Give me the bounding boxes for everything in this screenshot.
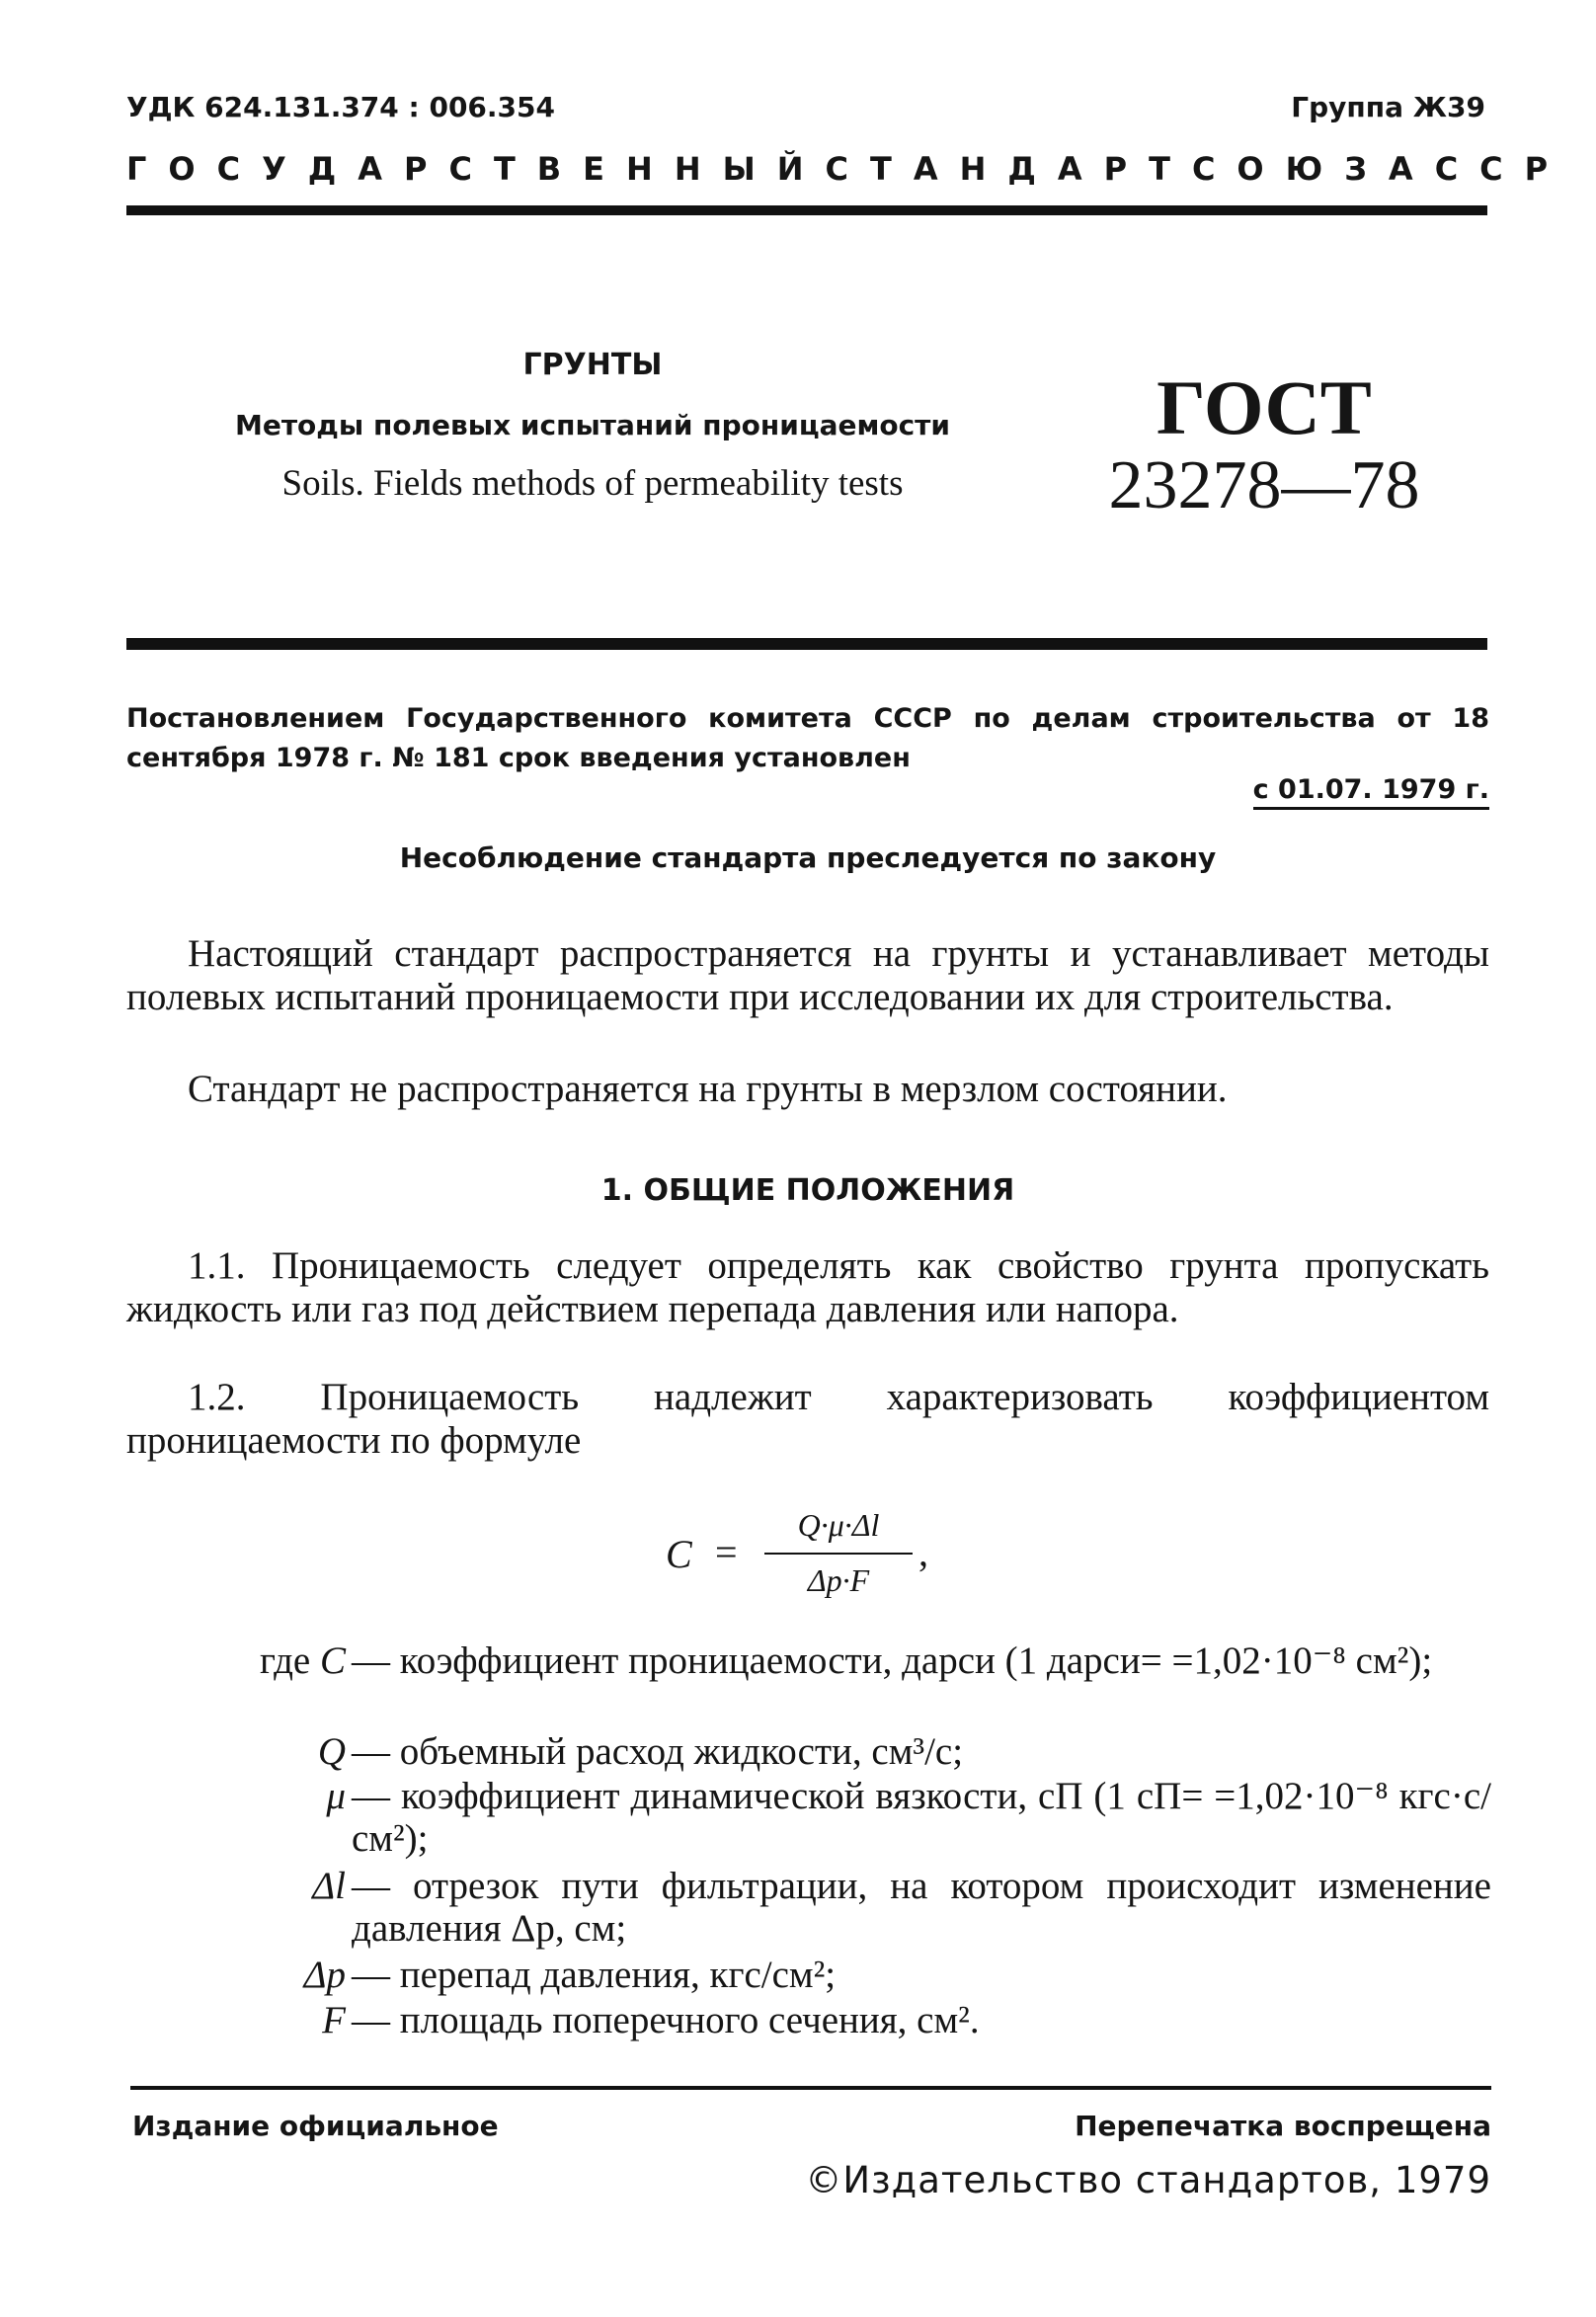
definition-text: — перепад давления, кгс/см²; xyxy=(352,1954,837,1996)
gost-label: ГОСТ xyxy=(1157,364,1372,450)
title-rule xyxy=(126,638,1487,650)
definition-symbol: где C xyxy=(260,1639,346,1682)
formula-numerator: Q·μ·Δl xyxy=(797,1507,880,1543)
header-rule xyxy=(126,205,1487,215)
formula-denominator: Δp·F xyxy=(807,1562,870,1598)
gost-number: 23278—78 xyxy=(1108,447,1420,523)
definition-text: — площадь поперечного сечения, см². xyxy=(352,1999,980,2041)
definition-symbol: μ xyxy=(326,1775,346,1817)
legal-warning: Несоблюдение стандарта преследуется по закону xyxy=(399,841,1217,874)
definition-text: — объемный расход жидкости, см³/с; xyxy=(352,1730,964,1773)
definition-item xyxy=(158,1775,1491,1864)
definition-symbol: Δp xyxy=(303,1954,346,1996)
definition-symbol: F xyxy=(322,1999,346,2041)
reprint-notice: Перепечатка воспрещена xyxy=(1075,2110,1491,2142)
banner-word: СОЮЗА xyxy=(1191,150,1435,188)
document-title: ГРУНТЫ xyxy=(522,348,663,382)
definition-item xyxy=(158,1639,1491,1728)
formula-lhs: C xyxy=(666,1532,692,1576)
footer-rule xyxy=(130,2086,1491,2090)
permeability-formula xyxy=(652,1501,988,1610)
formula-comma: , xyxy=(918,1530,928,1574)
section-heading: 1. ОБЩИЕ ПОЛОЖЕНИЯ xyxy=(600,1173,1015,1208)
standard-banner xyxy=(126,150,1570,188)
document-subtitle: Методы полевых испытаний проницаемости xyxy=(234,409,951,441)
group-code: Группа Ж39 xyxy=(1291,91,1485,123)
formula-equals: = xyxy=(715,1530,738,1574)
udk-code: УДК 624.131.374 : 006.354 xyxy=(126,91,555,123)
banner-word: ГОСУДАРСТВЕННЫЙ xyxy=(126,150,826,188)
definition-symbol: Δl xyxy=(312,1865,346,1907)
definition-item xyxy=(158,1999,1491,2042)
definition-text: — коэффициент проницаемости, дарси (1 дарси= =1,02·10⁻⁸ см²); xyxy=(352,1639,1433,1682)
clause-1-1: 1.1. Проницаемость следует определять как свойство грунта пропускать жидкость или газ под действием перепада давления или напора. xyxy=(126,1244,1489,1330)
copyright-notice: ©Издательство стандартов, 1979 xyxy=(805,2159,1491,2201)
intro-paragraph: Стандарт не распространяется на грунты в мерзлом состоянии. xyxy=(188,1068,1228,1110)
definition-symbol: Q xyxy=(317,1730,346,1773)
banner-word: ССР xyxy=(1434,150,1570,188)
clause-1-2: 1.2. Проницаемость надлежит характеризовать коэффициентом проницаемости по формуле xyxy=(126,1376,1489,1462)
decree-text: Постановлением Государственного комитета СССР по делам строительства от 18 сентября 1978 г. № 181 срок введения установлен xyxy=(126,703,1489,773)
intro-paragraph: Настоящий стандарт распространяется на грунты и устанавливает методы полевых испытаний проницаемости при исследовании их для строительства. xyxy=(126,932,1489,1018)
definition-item xyxy=(158,1954,1491,1997)
document-title-english: Soils. Fields methods of permeability tests xyxy=(281,463,904,504)
effective-date: с 01.07. 1979 г. xyxy=(1253,774,1489,810)
definition-item xyxy=(158,1730,1491,1774)
official-edition: Издание официальное xyxy=(132,2110,499,2142)
fraction-bar xyxy=(764,1553,913,1555)
definition-item xyxy=(158,1865,1491,1954)
definition-text: — отрезок пути фильтрации, на котором происходит изменение давления Δp, см; xyxy=(352,1865,1491,1950)
banner-word: СТАНДАРТ xyxy=(825,150,1192,188)
definition-text: — коэффициент динамической вязкости, сП (1 сП= =1,02·10⁻⁸ кгс·с/см²); xyxy=(352,1775,1491,1860)
